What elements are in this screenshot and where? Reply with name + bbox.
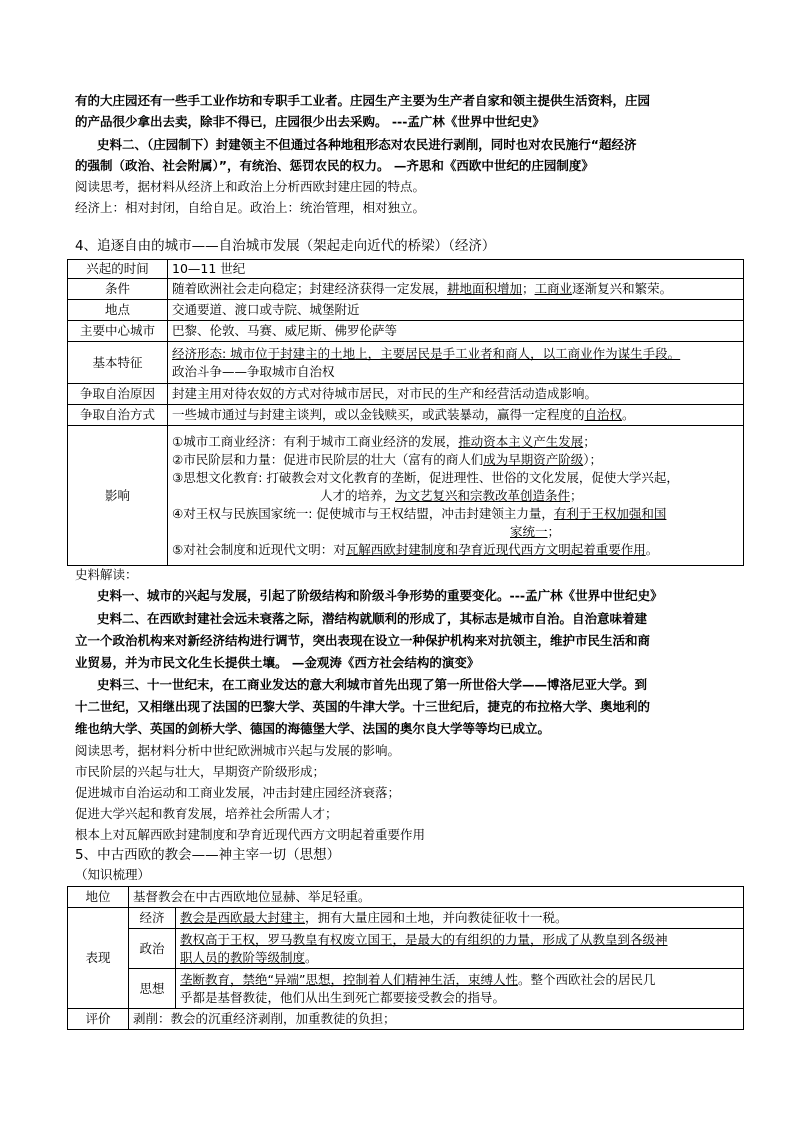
- source-2: 史料二、在西欧封建社会远未衰落之际，潜结构就顺利的形成了，其标志是城市自治。自治意味着建: [97, 611, 648, 626]
- table-row: [68, 321, 744, 342]
- row-content: 封建主用对待农奴的方式对待城市居民，对市民的生产和经营活动造成影响。: [168, 384, 744, 405]
- table-row: [68, 405, 744, 426]
- row-content: 一些城市通过与封建主谈判，或以金钱赎买，或武装暴动，赢得一定程度的自治权。: [168, 405, 744, 426]
- row-label: 评价: [68, 1009, 129, 1030]
- row-label: 主要中心城市: [68, 321, 168, 342]
- table-row: [68, 929, 744, 969]
- answer-text: 促进大学兴起和教育发展，培养社会所需人才；: [75, 806, 338, 821]
- row-label: 兴起的时间: [68, 260, 168, 279]
- source-2: 立一个政治机构来对新经济结构进行调节，突出表现在设立一种保护机构来对抗领主，维护市民生活和商: [75, 633, 651, 648]
- source-3: 史料三、十一世纪末，在工商业发达的意大利城市首先出现了第一所世俗大学——博洛尼亚大学。到: [97, 677, 648, 692]
- table-row: [68, 342, 744, 384]
- question-text: 阅读思考，据材料从经济上和政治上分析西欧封建庄园的特点。: [75, 179, 426, 194]
- row-label: 争取自治原因: [68, 384, 168, 405]
- table-row: [68, 1009, 744, 1030]
- source-3: 十二世纪，又相继出现了法国的巴黎大学、英国的牛津大学。十三世纪后，捷克的布拉格大学、奥地利的: [75, 699, 651, 714]
- paragraph-line: 的产品很少拿出去卖，除非不得已，庄园很少出去采购。 ---孟广林《世界中世纪史》: [75, 114, 545, 129]
- table-row: [68, 908, 744, 929]
- row-label: 表现: [68, 908, 129, 1009]
- answer-text: 市民阶层的兴起与壮大，早期资产阶级形成；: [75, 764, 326, 779]
- row-content: 剥削：教会的沉重经济剥削，加重教徒的负担；: [129, 1009, 744, 1030]
- row-content: 教会是西欧最大封建主，拥有大量庄园和土地，并向教徒征收十一税。: [176, 908, 744, 929]
- source-3: 维也纳大学、英国的剑桥大学、德国的海德堡大学、法国的奥尔良大学等等均已成立。: [75, 721, 551, 736]
- sub-label: 经济: [129, 908, 176, 929]
- table-row: [68, 279, 744, 300]
- row-content: ①城市工商业经济：有利于城市工商业经济的发展，推动资本主义产生发展； ②市民阶层和力量：促进市民阶层的壮大（富有的商人们成为早期资产阶级）； ③思想文化教育: 打破教会对文化教育的垄断，促进理性、世俗的文化发展，促使大学兴起， 人才的培养，为文艺复兴和宗教改革创造条件； ④对王权与民族国家统一: 促使城市与王权结盟，冲击封建领主力量，有利于王权加强和国 家统一； ⑤对社会制度和近现代文明：对瓦解西欧封建制度和孕育近现代西方文明起着重要作用。: [168, 426, 744, 566]
- sub-label: 思想: [129, 969, 176, 1009]
- row-label: 影响: [68, 426, 168, 566]
- source-2: 业贸易，并为市民文化生长提供土壤。 —金观涛《西方社会结构的演变》: [75, 655, 480, 670]
- answer-text: 经济上：相对封闭，自给自足。政治上：统治管理，相对独立。: [75, 200, 426, 215]
- church-table: [67, 886, 744, 1030]
- city-table: [67, 259, 744, 566]
- question-text: 阅读思考，据材料分析中世纪欧洲城市兴起与发展的影响。: [75, 743, 401, 758]
- table-row: [68, 300, 744, 321]
- row-content: 基督教会在中古西欧地位显赫、举足轻重。: [129, 887, 744, 908]
- table-row: [68, 969, 744, 1009]
- row-label: 地点: [68, 300, 168, 321]
- section-4-title: 4、追逐自由的城市——自治城市发展（架起走向近代的桥梁）（经济）: [75, 238, 496, 254]
- answer-text: 根本上对瓦解西欧封建制度和孕育近现代西方文明起着重要作用: [75, 827, 426, 842]
- row-content: 随着欧洲社会走向稳定；封建经济获得一定发展，耕地面积增加；工商业逐渐复兴和繁荣。: [168, 279, 744, 300]
- row-label: 地位: [68, 887, 129, 908]
- row-content: 教权高于王权，罗马教皇有权废立国王，是最大的有组织的力量，形成了从教皇到各级神 职人员的教阶等级制度。: [176, 929, 744, 969]
- sources-heading: 史料解读：: [75, 567, 138, 582]
- paragraph-line: 有的大庄园还有一些手工业作坊和专职手工业者。庄园生产主要为生产者自家和领主提供生活资料，庄园: [75, 93, 651, 108]
- answer-text: 促进城市自治运动和工商业发展，冲击封建庄园经济衰落；: [75, 785, 401, 800]
- table-row: [68, 887, 744, 908]
- row-content: 巴黎、伦敦、马赛、威尼斯、佛罗伦萨等: [168, 321, 744, 342]
- row-content: 10—11 世纪: [168, 260, 744, 279]
- table-row: [68, 384, 744, 405]
- section-5-subtitle: （知识梳理）: [75, 867, 151, 882]
- row-content: 交通要道、渡口或寺院、城堡附近: [168, 300, 744, 321]
- row-content: 垄断教育，禁绝“异端”思想，控制着人们精神生活，束缚人性。整个西欧社会的居民几 乎都是基督教徒，他们从出生到死亡都要接受教会的指导。: [176, 969, 744, 1009]
- row-label: 条件: [68, 279, 168, 300]
- paragraph-line: 史料二、（庄园制下）封建领主不但通过各种地租形态对农民进行剥削，同时也对农民施行“超经济: [97, 137, 637, 152]
- table-row: [68, 426, 744, 566]
- row-label: 争取自治方式: [68, 405, 168, 426]
- row-content: 经济形态: 城市位于封建主的土地上，主要居民是手工业者和商人，以工商业作为谋生手段。 政治斗争——争取城市自治权: [168, 342, 744, 384]
- source-1: 史料一、城市的兴起与发展，引起了阶级结构和阶级斗争形势的重要变化。---孟广林《世界中世纪史》: [97, 588, 663, 603]
- row-label: 基本特征: [68, 342, 168, 384]
- section-5-title: 5、中古西欧的教会——神主宰一切（思想）: [75, 847, 341, 863]
- sub-label: 政治: [129, 929, 176, 969]
- paragraph-line: 的强制（政治、社会附属）”，有统治、惩罚农民的权力。 —齐思和《西欧中世纪的庄园制度》: [75, 158, 594, 173]
- table-row: [68, 260, 744, 279]
